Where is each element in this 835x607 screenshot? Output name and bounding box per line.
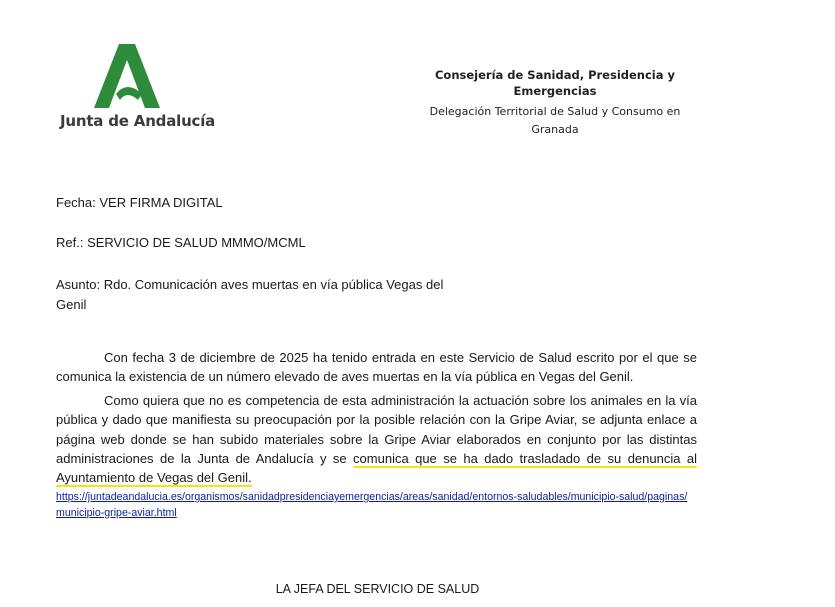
body-paragraph-2 — [56, 391, 697, 487]
paragraph-2-text: Como quiera que no es competencia de esta administración la actuación sobre los animales en la vía pública y dado que manifiesta su preocupación por la posible relación con la Gripe Aviar, se adjunta enlace a página web donde se han subido materiales sobre la Gripe Aviar elaborados en conjunto por las distintas administraciones de la Junta de Andalucía y se — [56, 393, 697, 466]
ref-line: Ref.: SERVICIO DE SALUD MMMO/MCML — [56, 235, 306, 250]
highlighted-text: comunica que se ha dado trasladado de su denuncia al Ayuntamiento de Vegas del Genil. — [56, 450, 697, 486]
highlight-underline — [56, 485, 252, 487]
junta-andalucia-logo-icon — [94, 44, 160, 110]
logo-text: Junta de Andalucía — [60, 112, 216, 130]
junta-logo — [60, 44, 216, 134]
highlight-underline — [353, 466, 697, 468]
fecha-line: Fecha: VER FIRMA DIGITAL — [56, 195, 223, 210]
delegacion-title: Delegación Territorial de Salud y Consumo en Granada — [429, 105, 681, 136]
consejeria-title: Consejería de Sanidad, Presidencia y Emergencias — [434, 68, 676, 98]
header-institution — [405, 67, 705, 139]
asunto-line: Asunto: Rdo. Comunicación aves muertas en vía pública Vegas del Genil — [56, 277, 444, 312]
gripe-aviar-link[interactable]: https://juntadeandalucia.es/organismos/sanidadpresidenciayemergencias/areas/sanidad/entornos-saludables/municipio-salud/paginas/municipio-gripe-aviar.html — [56, 491, 688, 519]
signature-title: LA JEFA DEL SERVICIO DE SALUD — [275, 582, 480, 596]
body-paragraph-1: Con fecha 3 de diciembre de 2025 ha tenido entrada en este Servicio de Salud escrito por el que se comunica la existencia de un número elevado de aves muertas en la vía pública en Vegas del Genil. — [56, 350, 697, 385]
